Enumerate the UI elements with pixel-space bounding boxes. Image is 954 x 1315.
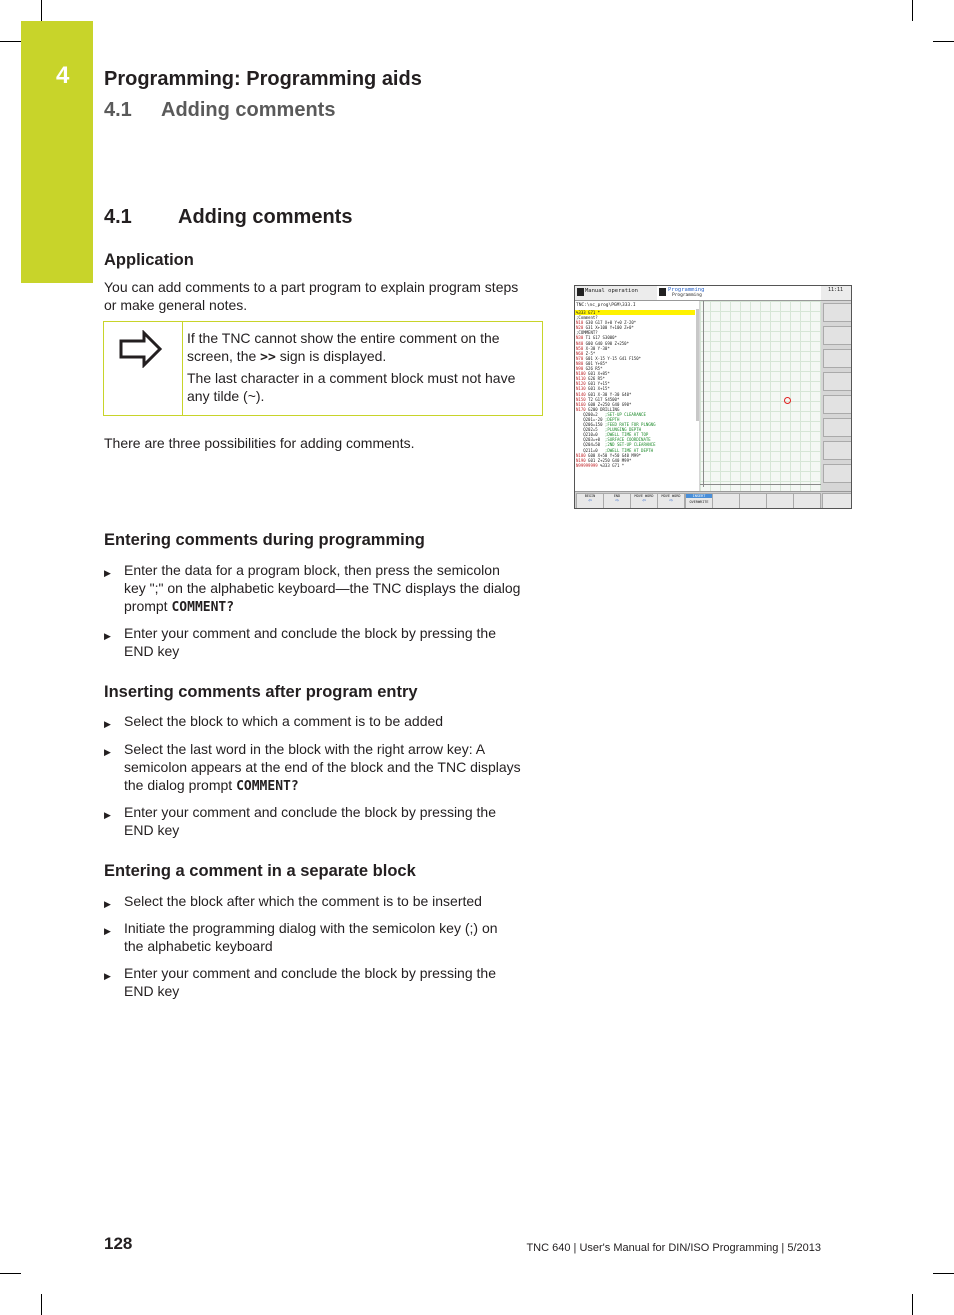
note-divider bbox=[182, 322, 183, 415]
softkey-empty[interactable] bbox=[766, 493, 794, 509]
application-intro bbox=[104, 279, 544, 314]
softkey-empty[interactable] bbox=[822, 493, 852, 509]
bullet-line bbox=[124, 776, 544, 796]
softkey-end[interactable] bbox=[603, 493, 631, 509]
footer-text: TNC 640 | User's Manual for DIN/ISO Programming | 5/2013 bbox=[526, 1242, 821, 1254]
program-line: N100 G01 X+85* bbox=[576, 371, 610, 377]
running-section-number: 4.1 bbox=[104, 99, 132, 121]
softkey-label: END bbox=[613, 494, 621, 498]
bullet-triangle-icon: ▶ bbox=[104, 568, 111, 578]
program-listing bbox=[576, 310, 698, 468]
softkey-empty[interactable] bbox=[712, 493, 740, 509]
vertical-softkey[interactable] bbox=[823, 395, 852, 414]
page-number: 128 bbox=[104, 1234, 133, 1253]
bullet-line: END key bbox=[124, 643, 180, 659]
program-line: N70 G01 X-15 Y-15 G41 F150* bbox=[576, 355, 642, 361]
mode-right-sublabel: Programming bbox=[672, 293, 702, 298]
bullet-triangle-icon: ▶ bbox=[104, 631, 111, 641]
note-text-fragment: screen, the bbox=[187, 348, 261, 364]
programming-mode-icon bbox=[659, 288, 666, 296]
after-heading: Inserting comments after program entry bbox=[104, 683, 418, 701]
graphics-window bbox=[700, 301, 821, 491]
crop-mark bbox=[41, 1294, 42, 1315]
bullet-text bbox=[124, 740, 544, 796]
vertical-softkey[interactable] bbox=[823, 464, 852, 483]
softkey-begin[interactable] bbox=[576, 493, 604, 509]
arrow-left-icon: ⇦ bbox=[642, 497, 646, 504]
list-item bbox=[104, 964, 544, 1000]
mode-left-label: Manual operation bbox=[585, 288, 638, 294]
note-line: any tilde (~). bbox=[187, 388, 265, 404]
manual-mode-icon bbox=[577, 288, 584, 296]
vertical-softkey[interactable] bbox=[823, 349, 852, 368]
softkey-move-word-right[interactable] bbox=[657, 493, 685, 509]
note-paragraph-1 bbox=[187, 329, 535, 367]
bullet-line: semicolon appears at the end of the block and the TNC displays bbox=[124, 759, 521, 775]
bullet-triangle-icon: ▶ bbox=[104, 747, 111, 757]
bullet-line: Initiate the programming dialog with the semicolon key (;) on bbox=[124, 920, 498, 936]
list-item bbox=[104, 919, 544, 955]
program-line: ;Comment? bbox=[576, 315, 598, 321]
bullet-triangle-icon: ▶ bbox=[104, 926, 111, 936]
graphics-axis bbox=[703, 301, 704, 487]
bullet-text: Select the block to which a comment is to be added bbox=[124, 713, 444, 729]
bullet-line: key ";" on the alphabetic keyboard—the TNC displays the dialog bbox=[124, 580, 521, 596]
softkey-label: MOVE WORD bbox=[661, 494, 681, 498]
bullet-line: Enter your comment and conclude the block by pressing the bbox=[124, 965, 496, 981]
bullet-line bbox=[124, 597, 544, 617]
program-line: Q204=50 ;2ND SET-UP CLEARANCE bbox=[576, 442, 656, 448]
list-item bbox=[104, 740, 544, 796]
program-line: N140 G01 X-30 Y-30 G40* bbox=[576, 391, 632, 397]
clock: 11:11 bbox=[828, 287, 844, 293]
chapter-tab bbox=[21, 21, 93, 283]
intro-line: You can add comments to a part program to explain program steps bbox=[104, 279, 519, 295]
note-line: The last character in a comment block must not have bbox=[187, 370, 516, 386]
chapter-number: 4 bbox=[56, 62, 70, 89]
list-item bbox=[104, 712, 544, 733]
program-line: N190 G01 Z+250 G40 M99* bbox=[576, 457, 632, 463]
program-line: N10 G30 G17 X+0 Y+0 Z-20* bbox=[576, 320, 637, 326]
note-line: If the TNC cannot show the entire comment on the bbox=[187, 330, 500, 346]
vertical-softkey[interactable] bbox=[823, 372, 852, 391]
program-line: Q210=0 ;DWELL TIME AT TOP bbox=[576, 432, 649, 438]
program-line: N99999999 %333 G71 * bbox=[576, 462, 625, 468]
bullet-text bbox=[124, 561, 544, 617]
application-heading: Application bbox=[104, 251, 194, 269]
crop-mark bbox=[41, 0, 42, 21]
program-line: %333 G71 * bbox=[576, 310, 601, 315]
bullet-text bbox=[124, 803, 544, 839]
bullet-triangle-icon: ▶ bbox=[104, 810, 111, 820]
softkey-empty[interactable] bbox=[739, 493, 767, 509]
softkey-row bbox=[575, 491, 851, 509]
program-path: TNC:\nc_prog\PGM\333.I bbox=[576, 303, 636, 308]
graphics-axis bbox=[700, 484, 821, 485]
bullet-text bbox=[124, 919, 544, 955]
bullet-line: Enter the data for a program block, then press the semicolon bbox=[124, 562, 500, 578]
bullet-line: Enter your comment and conclude the block by pressing the bbox=[124, 625, 496, 641]
dialog-prompt: COMMENT? bbox=[236, 779, 299, 794]
program-line: Q211=0 ;DWELL TIME AT DEPTH bbox=[576, 447, 654, 453]
list-item bbox=[104, 803, 544, 839]
bullet-line: Select the last word in the block with the right arrow key: A bbox=[124, 741, 486, 757]
note-code: >> bbox=[260, 350, 276, 365]
tnc-screenshot bbox=[574, 285, 852, 509]
vertical-softkey[interactable] bbox=[823, 303, 852, 322]
program-line: N110 G26 R5* bbox=[576, 376, 605, 382]
list-item bbox=[104, 561, 544, 617]
crop-mark bbox=[933, 1273, 954, 1274]
program-line: N160 G00 Z+250 G40 G90* bbox=[576, 401, 632, 407]
crop-mark bbox=[933, 41, 954, 42]
running-section-header bbox=[104, 99, 335, 122]
arrow-right-icon: ⇨ bbox=[669, 497, 673, 504]
bullet-triangle-icon: ▶ bbox=[104, 719, 111, 729]
softkey-move-word-left[interactable] bbox=[630, 493, 658, 509]
crop-mark bbox=[0, 1273, 21, 1274]
vertical-softkey[interactable] bbox=[823, 418, 852, 437]
bullet-line: END key bbox=[124, 983, 180, 999]
separate-heading: Entering a comment in a separate block bbox=[104, 862, 416, 880]
vertical-softkeys bbox=[822, 301, 851, 491]
program-line: Q200=2 ;SET-UP CLEARANCE bbox=[576, 411, 646, 417]
bullet-text-fragment: prompt bbox=[124, 598, 172, 614]
section-title bbox=[104, 206, 352, 229]
vertical-softkey[interactable] bbox=[823, 441, 852, 460]
running-section-title: Adding comments bbox=[161, 99, 336, 121]
arrow-right-icon: ⇨ bbox=[615, 497, 619, 504]
note-line bbox=[187, 347, 535, 367]
program-line: N30 T1 G17 S3000* bbox=[576, 335, 617, 341]
editor-scrollbar[interactable] bbox=[696, 309, 699, 421]
softkey-empty[interactable] bbox=[793, 493, 821, 509]
intro-line: or make general notes. bbox=[104, 296, 248, 313]
softkey-insert-overwrite[interactable] bbox=[685, 493, 713, 509]
list-item bbox=[104, 624, 544, 660]
program-line: N170 G200 DRILLING bbox=[576, 406, 620, 412]
bullet-line: END key bbox=[124, 822, 180, 838]
bullet-triangle-icon: ▶ bbox=[104, 899, 111, 909]
softkey-label: INSERT bbox=[686, 494, 712, 498]
chapter-title: Programming: Programming aids bbox=[104, 68, 422, 90]
bullet-line: Enter your comment and conclude the block by pressing the bbox=[124, 804, 496, 820]
vertical-softkey[interactable] bbox=[823, 326, 852, 345]
program-line: N40 G00 G40 G90 Z+250* bbox=[576, 340, 629, 346]
crop-mark bbox=[0, 41, 21, 42]
crop-mark bbox=[912, 1294, 913, 1315]
note-text-fragment: sign is displayed. bbox=[275, 348, 387, 364]
list-item bbox=[104, 892, 544, 913]
possibilities-text: There are three possibilities for adding comments. bbox=[104, 435, 415, 451]
program-line: N130 G01 X+15* bbox=[576, 386, 610, 392]
program-line: Q201=-20 ;DEPTH bbox=[576, 416, 620, 422]
program-line: Q203=+0 ;SURFACE COORDINATE bbox=[576, 437, 651, 443]
tool-position-marker bbox=[784, 397, 791, 404]
softkey-label: MOVE WORD bbox=[634, 494, 654, 498]
program-line: Q202=5 ;PLUNGING DEPTH bbox=[576, 427, 642, 433]
program-line: N180 G00 X+50 Y+50 G40 M99* bbox=[576, 452, 642, 458]
program-line: Q206=150 ;FEED RATE FOR PLNGNG bbox=[576, 422, 656, 428]
program-line: N80 G01 Y+85* bbox=[576, 360, 608, 366]
softkey-label: OVERWRITE bbox=[689, 500, 709, 504]
program-line: N120 G01 Y+15* bbox=[576, 381, 610, 387]
program-line: N20 G31 X+100 Y+100 Z+0* bbox=[576, 325, 634, 331]
bullet-text: Select the block after which the comment is to be inserted bbox=[124, 893, 482, 909]
program-line: ;COMMENT? bbox=[576, 330, 598, 336]
dialog-prompt: COMMENT? bbox=[171, 600, 235, 615]
softkey-label: BEGIN bbox=[584, 494, 596, 498]
arrow-left-icon: ⇦ bbox=[588, 497, 592, 504]
crop-mark bbox=[912, 0, 913, 21]
program-line: N60 Z-5* bbox=[576, 350, 596, 356]
section-number: 4.1 bbox=[104, 206, 132, 228]
bullet-text-fragment: the dialog prompt bbox=[124, 777, 237, 793]
bullet-text bbox=[124, 624, 544, 660]
bullet-text bbox=[124, 964, 544, 1000]
mode-right-label: Programming bbox=[668, 287, 705, 293]
program-line: N150 T2 G17 S4500* bbox=[576, 396, 620, 402]
note-paragraph-2 bbox=[187, 369, 535, 405]
note-arrow-icon bbox=[118, 330, 164, 368]
program-editor bbox=[575, 301, 699, 491]
bullet-line: the alphabetic keyboard bbox=[124, 938, 273, 954]
section-title-text: Adding comments bbox=[178, 206, 353, 228]
program-line: N90 G26 R5* bbox=[576, 366, 603, 372]
bullet-triangle-icon: ▶ bbox=[104, 971, 111, 981]
during-heading: Entering comments during programming bbox=[104, 531, 425, 549]
program-line: N50 X-30 Y-30* bbox=[576, 345, 610, 351]
